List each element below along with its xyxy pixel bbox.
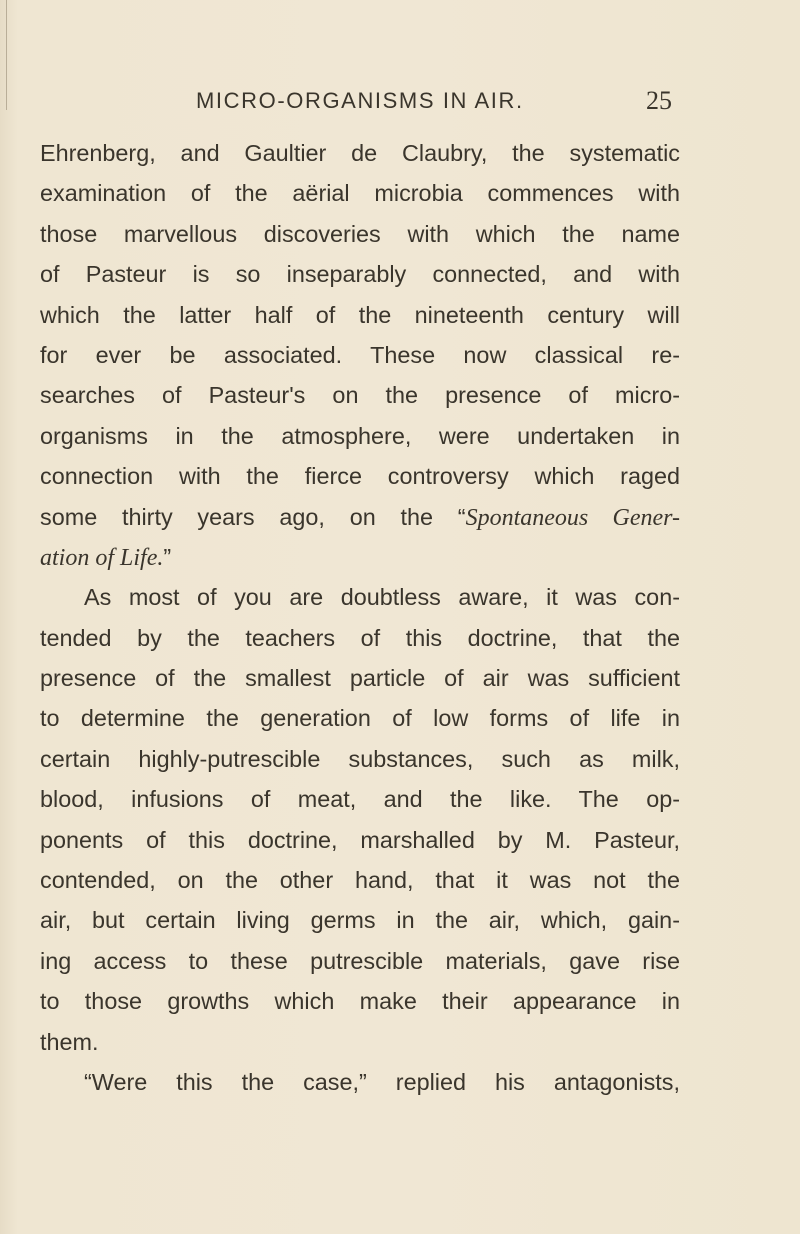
body-text [40, 133, 680, 1102]
text-line: examination of the aërial microbia commences with [40, 180, 680, 207]
running-head [0, 88, 800, 118]
paragraph-first-line: As most of you are doubtless aware, it was con- [84, 584, 680, 611]
text-line: contended, on the other hand, that it was not the [40, 867, 680, 894]
text-line: searches of Pasteur's on the presence of micro- [40, 382, 680, 409]
italic-title-run: Spontaneous Gener- [465, 504, 680, 531]
text-line: them. [40, 1028, 99, 1055]
text-line: blood, infusions of meat, and the like. The op- [40, 786, 680, 813]
text-run: ” [163, 543, 172, 570]
text-line: Ehrenberg, and Gaultier de Claubry, the systematic [40, 140, 680, 166]
text-line: organisms in the atmosphere, were undertaken in [40, 422, 680, 449]
text-line: certain highly-putrescible substances, such as milk, [40, 745, 680, 772]
text-line: those marvellous discoveries with which the name [40, 220, 680, 247]
text-line-mixed [40, 497, 680, 537]
italic-title-run: ation of Life. [40, 544, 164, 571]
text-line: to determine the generation of low forms of life in [40, 705, 680, 732]
text-line: for ever be associated. These now classical re- [40, 341, 680, 368]
text-line: ing access to these putrescible materials, gave rise [40, 947, 680, 974]
text-line: of Pasteur is so inseparably connected, and with [40, 261, 680, 288]
text-line-mixed [40, 537, 680, 577]
text-line: to those growths which make their appearance in [40, 988, 680, 1015]
text-line: tended by the teachers of this doctrine, that the [40, 624, 680, 651]
text-line: ponents of this doctrine, marshalled by M. Pasteur, [40, 826, 680, 853]
running-title: MICRO-ORGANISMS IN AIR. [196, 88, 524, 113]
text-line: air, but certain living germs in the air, which, gain- [40, 907, 680, 934]
text-line: connection with the fierce controversy which raged [40, 463, 680, 490]
text-line: which the latter half of the nineteenth century will [40, 301, 680, 328]
text-line: presence of the smallest particle of air was sufficient [40, 665, 680, 692]
text-run: some thirty years ago, on the “ [40, 503, 466, 530]
page-number: 25 [646, 86, 672, 115]
paragraph-first-line: “Were this the case,” replied his antagonists, [84, 1068, 680, 1095]
